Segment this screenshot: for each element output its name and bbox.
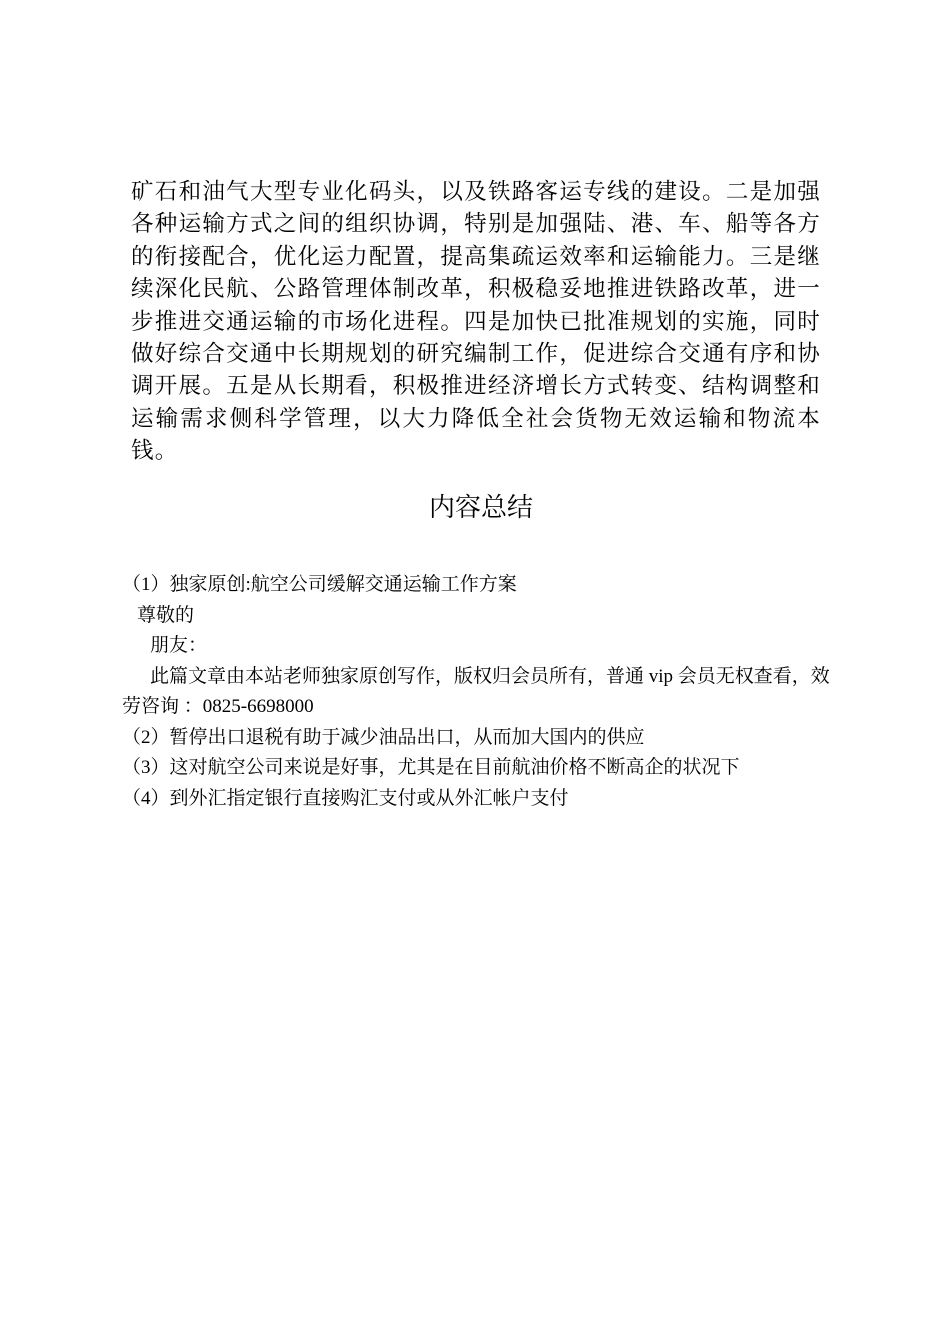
- summary-notice: 此篇文章由本站老师独家原创写作，版权归会员所有，普通 vip 会员无权查看，效劳咨询 ：0825-6698000: [122, 665, 830, 717]
- summary-greeting-1: 尊敬的: [137, 604, 195, 626]
- summary-item-1: （1）独家原创:航空公司缓解交通运输工作方案: [122, 574, 517, 595]
- summary-item-3: （3）这对航空公司来说是好事，尤其是在目前航油价格不断高企的状况下: [122, 757, 740, 778]
- summary-title: 内容总结: [428, 493, 533, 523]
- body-paragraph: 矿石和油气大型专业化码头，以及铁路客运专线的建设。二是加强各种运输方式之间的组织协调，特别是加强陆、港、车、船等各方的衔接配合，优化运力配置，提高集疏运效率和运输能力。三是继续深化民航、公路管理体制改革，积极稳妥地推进铁路改革，进一步推进交通运输的市场化进程。四是加快已批准规划的实施，同时做好综合交通中长期规划的研究编制工作，促进综合交通有序和协调开展。五是从长期看，积极推进经济增长方式转变、结构调整和运输需求侧科学管理，以大力降低全社会货物无效运输和物流本钱。: [131, 179, 821, 465]
- summary-greeting-2: 朋友：: [150, 635, 208, 656]
- summary-item-4: （4）到外汇指定银行直接购汇支付或从外汇帐户支付: [122, 787, 569, 809]
- summary-item-2: （2）暂停出口退税有助于减少油品出口，从而加大国内的供应: [122, 726, 645, 748]
- summary-section: [122, 570, 834, 814]
